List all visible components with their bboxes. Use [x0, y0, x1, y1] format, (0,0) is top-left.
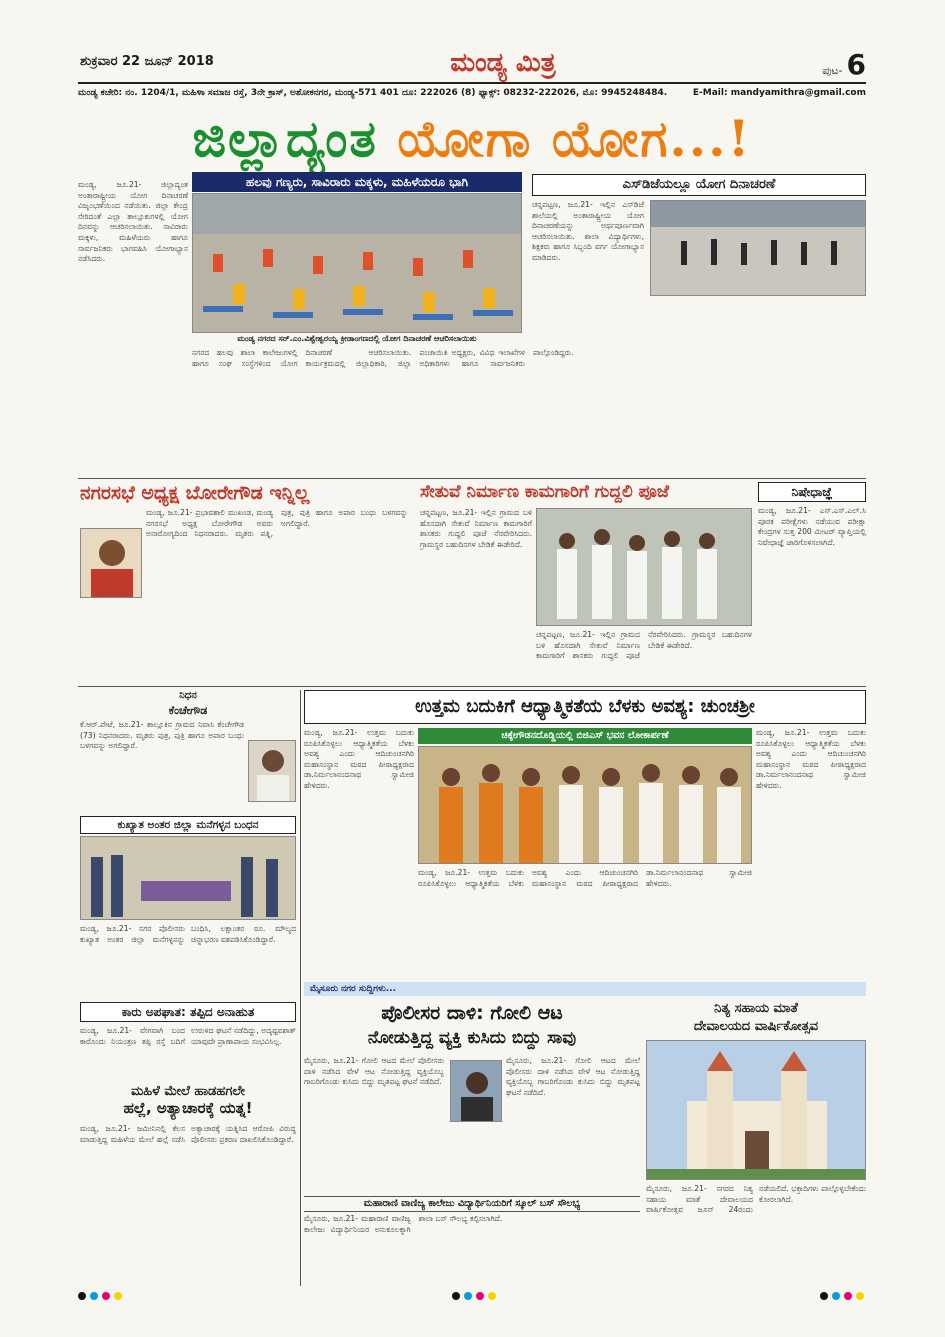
church-headline-line2: ದೇವಾಲಯದ ವಾರ್ಷಿಕೋತ್ಸವ	[693, 1019, 819, 1034]
obituary-portrait	[248, 740, 296, 802]
registration-marks-center	[452, 1292, 496, 1300]
email-text: E-Mail: mandyamithra@gmail.com	[689, 88, 866, 98]
kukhyata-headline: ಕುಖ್ಯಾತ ಅಂತರ ಜಿಲ್ಲಾ ಮನೆಗಳ್ಳನ ಬಂಧನ	[80, 816, 296, 834]
registration-marks-left	[78, 1292, 122, 1300]
chunchashree-article-right	[756, 728, 866, 980]
reg-dot-yellow-2	[488, 1292, 496, 1300]
church-headline-line1: ನಿತ್ಯ ಸಹಾಯ ಮಾತೆ	[714, 1001, 798, 1016]
reg-dot-black-2	[452, 1292, 460, 1300]
yoga-banner: ಹಲವು ಗಣ್ಯರು, ಸಾವಿರಾರು ಮಕ್ಕಳು, ಮಹಿಳೆಯರೂ ಭಾಗಿ	[192, 172, 522, 192]
nagarasabhe-article	[146, 508, 408, 684]
ceremony-illustration	[537, 509, 752, 626]
chunchashree-headline: ಉತ್ತಮ ಬದುಕಿಗೆ ಆಧ್ಯಾತ್ಮಿಕತೆಯ ಬೆಳಕು ಅವಶ್ಯ: ಚುಂಚಶ್ರೀ	[304, 690, 866, 724]
setuve-article-continued	[536, 630, 752, 684]
section-divider	[78, 478, 866, 479]
page-label: ಪುಟ-	[822, 64, 843, 77]
obituary-label: ನಿಧನ	[179, 690, 197, 701]
police-body-right: ಮೈಸೂರು, ಜೂ.21- ಗೋಲಿ ಆಟದ ಮೇಲೆ ಪೊಲೀಸರು ದಾಳಿ ನಡೆಸಿದ ವೇಳೆ ಆಟ ನೋಡುತ್ತಿದ್ದ ವ್ಯಕ್ತಿಯೊಬ್ಬ ಗಾಬರಿಗೊಂಡು ಕುಸಿದು ಬಿದ್ದು ಮೃತಪಟ್ಟ ಘಟನೆ ನಡೆದಿದೆ.	[506, 1056, 640, 1097]
headline-part1: ಜಿಲ್ಲಾದ್ಯಂತ	[192, 109, 378, 168]
section-divider-2	[78, 686, 866, 687]
church-illustration	[647, 1041, 866, 1180]
chunchashree-body-right: ಮಂಡ್ಯ, ಜೂ.21- ಉತ್ತಮ ಬದುಕು ರೂಪಿಸಿಕೊಳ್ಳಲು ಆಧ್ಯಾತ್ಮಿಕತೆಯ ಬೆಳಕು ಅವಶ್ಯ ಎಂದು ಆದಿಚುಂಚನಗಿರಿ ಮಹಾಸಂಸ್ಥಾನ ಮಠದ ಪೀಠಾಧ್ಯಕ್ಷರಾದ ಡಾ.ನಿರ್ಮಲಾನಂದನಾಥ ಸ್ವಾಮೀಜಿ ಹೇಳಿದರು.	[756, 728, 866, 790]
portrait-illustration	[81, 529, 142, 598]
setuve-body-continued: ಚನ್ನಪಟ್ಟಣ, ಜೂ.21- ಇಲ್ಲಿನ ಗ್ರಾಮದ ಬಳಿ ಹೊಸದಾಗಿ ಸೇತುವೆ ನಿರ್ಮಾಣ ಕಾಮಗಾರಿಗೆ ಶಾಸಕರು ಗುದ್ದಲಿ ಪೂಜೆ ನೆರವೇರಿಸಿದರು. ಗ್ರಾಮಸ್ಥರ ಬಹುದಿನಗಳ ಬೇಡಿಕೆ ಈಡೇರಿದೆ.	[536, 630, 752, 661]
setuve-body: ಚನ್ನಪಟ್ಟಣ, ಜೂ.21- ಇಲ್ಲಿನ ಗ್ರಾಮದ ಬಳಿ ಹೊಸದಾಗಿ ಸೇತುವೆ ನಿರ್ಮಾಣ ಕಾಮಗಾರಿಗೆ ಶಾಸಕರು ಗುದ್ದಲಿ ಪೂಜೆ ನೆರವೇರಿಸಿದರು. ಗ್ರಾಮಸ್ಥರ ಬಹುದಿನಗಳ ಬೇಡಿಕೆ ಈಡೇರಿದೆ.	[420, 508, 532, 549]
victim-portrait	[450, 1060, 502, 1122]
reg-dot-cyan	[90, 1292, 98, 1300]
police-body: ಮೈಸೂರು, ಜೂ.21- ಗೋಲಿ ಆಟದ ಮೇಲೆ ಪೊಲೀಸರು ದಾಳಿ ನಡೆಸಿದ ವೇಳೆ ಆಟ ನೋಡುತ್ತಿದ್ದ ವ್ಯಕ್ತಿಯೊಬ್ಬ ಗಾಬರಿಗೊಂಡು ಕುಸಿದು ಬಿದ್ದು ಮೃತಪಟ್ಟ ಘಟನೆ ನಡೆದಿದೆ.	[304, 1056, 444, 1087]
obituary-name: ಕೆಂಚೇಗೌಡ	[168, 704, 208, 717]
setuve-article	[420, 508, 532, 684]
reg-dot-black-3	[820, 1292, 828, 1300]
mahile-body: ಮಂಡ್ಯ, ಜೂ.21- ಜಮೀನಿನಲ್ಲಿ ಕೆಲಸ ಮಾಡುತ್ತಿದ್ದ ಮಹಿಳೆಯ ಮೇಲೆ ಹಲ್ಲೆ ನಡೆಸಿ ಅತ್ಯಾಚಾರಕ್ಕೆ ಯತ್ನಿಸಿದ ಆರೋಪಿ ವಿರುದ್ಧ ಪೊಲೀಸರು ಪ್ರಕರಣ ದಾಖಲಿಸಿಕೊಂಡಿದ್ದಾರೆ.	[80, 1124, 296, 1144]
nagarasabhe-headline: ನಗರಸಭೆ ಅಧ್ಯಕ್ಷ ಬೋರೇಗೌಡ ಇನ್ನಿಲ್ಲ	[80, 482, 310, 504]
maharani-headline: ಮಹಾರಾಣಿ ವಾಣಿಜ್ಯ ಕಾಲೇಜು ವಿದ್ಯಾರ್ಥಿನಿಯರಿಗೆ ಸ್ಕೂಲ್ ಬಸ್ ಸೌಲಭ್ಯ	[304, 1196, 640, 1212]
nagarasabhe-body: ಮಂಡ್ಯ, ಜೂ.21- ಪ್ರಭಾವಶಾಲಿ ಮುಖಂಡ, ಮಂಡ್ಯ ನಗರಸಭೆ ಅಧ್ಯಕ್ಷ ಬೋರೇಗೌಡ ಅವರು ಅನಾರೋಗ್ಯದಿಂದ ನಿಧನರಾದರು. ಮೃತರು ಪತ್ನಿ, ಪುತ್ರ, ಪುತ್ರಿ ಹಾಗೂ ಅಪಾರ ಬಂಧು ಬಳಗವನ್ನು ಅಗಲಿದ್ದಾರೆ.	[146, 508, 408, 539]
dignitaries-illustration	[419, 747, 752, 864]
nishedhajne-article	[758, 506, 866, 682]
reg-dot-yellow	[114, 1292, 122, 1300]
chunchashree-article-left	[304, 728, 414, 980]
yoga-body: ಮಂಡ್ಯ, ಜೂ.21- ಜಿಲ್ಲಾದ್ಯಂತ ಅಂತಾರಾಷ್ಟ್ರೀಯ ಯೋಗ ದಿನಾಚರಣೆ ವಿಜೃಂಭಣೆಯಿಂದ ನಡೆಯಿತು. ಜಿಲ್ಲಾ ಕೇಂದ್ರ ಸೇರಿದಂತೆ ಎಲ್ಲಾ ತಾಲ್ಲೂಕುಗಳಲ್ಲಿ ಯೋಗ ದಿನವನ್ನು ಆಚರಿಸಲಾಯಿತು. ಸಾವಿರಾರು ಮಕ್ಕಳು, ಮಹಿಳೆಯರು ಹಾಗೂ ಸಾರ್ವಜನಿಕರು ಭಾಗವಹಿಸಿ ಯೋಗಾಭ್ಯಾಸ ನಡೆಸಿದರು.	[78, 180, 188, 264]
chunchashree-article-mid	[418, 868, 752, 980]
reg-dot-cyan-2	[464, 1292, 472, 1300]
address-text: ಮಂಡ್ಯ ಕಚೇರಿ: ನಂ. 1204/1, ಮಹಿಳಾ ಸಮಾಜ ರಸ್ತೆ, 3ನೇ ಕ್ರಾಸ್, ಅಶೋಕನಗರ, ಮಂಡ್ಯ-571 401 ದೂ: 222026 (8) ಫ್ಯಾಕ್ಸ್: 08232-222026, ಮೊ: 9945248484.	[78, 88, 668, 98]
obituary-text	[80, 720, 244, 814]
registration-marks-right	[820, 1292, 864, 1300]
mysore-news-strip: ಮೈಸೂರು ನಗರ ಸುದ್ದಿಗಳು...	[304, 982, 866, 996]
masthead	[78, 48, 866, 84]
chunchashree-banner: ಚಿಕ್ಕೇಗೌಡನದೊಡ್ಡಿಯಲ್ಲಿ ಬಿಜಿಎಸ್ ಭವನ ಲೋಕಾರ್ಪಣೆ	[418, 728, 752, 744]
chunchashree-body: ಮಂಡ್ಯ, ಜೂ.21- ಉತ್ತಮ ಬದುಕು ರೂಪಿಸಿಕೊಳ್ಳಲು ಆಧ್ಯಾತ್ಮಿಕತೆಯ ಬೆಳಕು ಅವಶ್ಯ ಎಂದು ಆದಿಚುಂಚನಗಿರಿ ಮಹಾಸಂಸ್ಥಾನ ಮಠದ ಪೀಠಾಧ್ಯಕ್ಷರಾದ ಡಾ.ನಿರ್ಮಲಾನಂದನಾಥ ಸ್ವಾಮೀಜಿ ಹೇಳಿದರು.	[304, 728, 414, 790]
page-number-value: 6	[846, 48, 866, 81]
reg-dot-yellow-3	[856, 1292, 864, 1300]
mahile-article	[80, 1124, 296, 1284]
boregowda-portrait	[80, 528, 142, 598]
headline-part2: ಯೋಗಾ ಯೋಗ...!	[397, 109, 752, 168]
church-headline	[646, 1000, 866, 1036]
kukhyata-body: ಮಂಡ್ಯ, ಜೂ.21- ನಗರ ಪೊಲೀಸರು ಕುಖ್ಯಾತ ಅಂತರ ಜಿಲ್ಲಾ ಮನೆಗಳ್ಳನನ್ನು ಬಂಧಿಸಿ, ಲಕ್ಷಾಂತರ ರೂ. ಮೌಲ್ಯದ ಚಿನ್ನಾಭರಣ ವಶಪಡಿಸಿಕೊಂಡಿದ್ದಾರೆ.	[80, 924, 296, 944]
maharani-article	[304, 1214, 640, 1286]
karu-article	[80, 1026, 296, 1080]
kukhyata-photo	[80, 836, 296, 920]
page-number	[822, 48, 866, 81]
reg-dot-cyan-3	[832, 1292, 840, 1300]
arrest-illustration	[81, 837, 296, 920]
reg-dot-black	[78, 1292, 86, 1300]
bgs-bhavan-photo	[418, 746, 752, 864]
office-address	[78, 88, 866, 102]
reg-dot-magenta-3	[844, 1292, 852, 1300]
reg-dot-magenta	[102, 1292, 110, 1300]
setuve-ceremony-photo	[536, 508, 752, 626]
sdm-hall-illustration	[651, 201, 866, 296]
victim-portrait-illustration	[451, 1061, 502, 1122]
mahile-headline-line2: ಹಲ್ಲೆ, ಅತ್ಯಾಚಾರಕ್ಕೆ ಯತ್ನ!	[123, 1099, 253, 1117]
yoga-crowd-photo	[192, 193, 522, 333]
sdm-headline: ಎಸ್‌ಡಿಜೆಯಲ್ಲೂ ಯೋಗ ದಿನಾಚರಣೆ	[532, 174, 866, 196]
issue-date: ಶುಕ್ರವಾರ 22 ಜೂನ್ 2018	[80, 54, 214, 69]
church-body: ಮೈಸೂರು, ಜೂ.21- ನಗರದ ನಿತ್ಯ ಸಹಾಯ ಮಾತೆ ದೇವಾಲಯದ ವಾರ್ಷಿಕೋತ್ಸವ ಜೂನ್ 24ರಂದು ನಡೆಯಲಿದೆ. ಭಕ್ತಾದಿಗಳು ಪಾಲ್ಗೊಳ್ಳಬೇಕೆಂದು ಕೋರಲಾಗಿದೆ.	[646, 1184, 866, 1215]
sdm-body: ಚನ್ನಪಟ್ಟಣ, ಜೂ.21- ಇಲ್ಲಿನ ಎಸ್‌ಡಿಜೆ ಶಾಲೆಯಲ್ಲಿ ಅಂತಾರಾಷ್ಟ್ರೀಯ ಯೋಗ ದಿನಾಚರಣೆಯನ್ನು ಅರ್ಥಪೂರ್ಣವಾಗಿ ಆಚರಿಸಲಾಯಿತು. ಶಾಲಾ ವಿದ್ಯಾರ್ಥಿಗಳು, ಶಿಕ್ಷಕರು ಹಾಗೂ ಸಿಬ್ಬಂದಿ ವರ್ಗ ಯೋಗಾಭ್ಯಾಸ ಮಾಡಿದರು.	[532, 200, 644, 262]
police-headline	[304, 1000, 640, 1050]
nishedhajne-headline: ನಿಷೇಧಾಜ್ಞೆ	[758, 482, 866, 502]
newspaper-title: ಮಂಡ್ಯ ಮಿತ್ರ	[450, 48, 556, 78]
sdm-article	[532, 200, 644, 300]
setuve-headline: ಸೇತುವೆ ನಿರ್ಮಾಣ ಕಾಮಗಾರಿಗೆ ಗುದ್ದಲಿ ಪೂಜೆ	[420, 482, 670, 502]
main-headline	[78, 104, 866, 174]
police-article-left	[304, 1056, 444, 1192]
police-headline-line2: ನೋಡುತ್ತಿದ್ದ ವ್ಯಕ್ತಿ ಕುಸಿದು ಬಿದ್ದು ಸಾವು	[367, 1028, 577, 1048]
sdm-yoga-photo	[650, 200, 866, 296]
mahile-headline-line1: ಮಹಿಳೆ ಮೇಲೆ ಹಾಡಹಗಲೇ	[130, 1084, 246, 1099]
yoga-more-body: ನಗರದ ಹಲವು ಶಾಲಾ ಕಾಲೇಜುಗಳಲ್ಲಿ ಹಾಗೂ ಸಂಘ ಸಂಸ್ಥೆಗಳಿಂದ ಯೋಗ ದಿನಾಚರಣೆ ಆಚರಿಸಲಾಯಿತು. ಕಾರ್ಯಕ್ರಮದಲ್ಲಿ ಜಿಲ್ಲಾಧಿಕಾರಿ, ಜಿಲ್ಲಾ ಪಂಚಾಯಿತಿ ಅಧ್ಯಕ್ಷರು, ವಿವಿಧ ಇಲಾಖೆಗಳ ಅಧಿಕಾರಿಗಳು ಹಾಗೂ ಸಾರ್ವಜನಿಕರು ಪಾಲ್ಗೊಂಡಿದ್ದರು.	[192, 348, 574, 368]
chunchashree-body-mid: ಮಂಡ್ಯ, ಜೂ.21- ಉತ್ತಮ ಬದುಕು ರೂಪಿಸಿಕೊಳ್ಳಲು ಆಧ್ಯಾತ್ಮಿಕತೆಯ ಬೆಳಕು ಅವಶ್ಯ ಎಂದು ಆದಿಚುಂಚನಗಿರಿ ಮಹಾಸಂಸ್ಥಾನ ಮಠದ ಪೀಠಾಧ್ಯಕ್ಷರಾದ ಡಾ.ನಿರ್ಮಲಾನಂದನಾಥ ಸ್ವಾಮೀಜಿ ಹೇಳಿದರು.	[418, 868, 752, 888]
yoga-article-left	[78, 180, 188, 476]
police-headline-line1: ಪೊಲೀಸರ ದಾಳಿ: ಗೋಲಿ ಆಟ	[381, 1002, 563, 1024]
nishedhajne-body: ಮಂಡ್ಯ, ಜೂ.21- ಎಸ್‌.ಎಸ್‌.ಎಲ್‌.ಸಿ ಪೂರಕ ಪರೀಕ್ಷೆಗಳು ನಡೆಯುವ ಪರೀಕ್ಷಾ ಕೇಂದ್ರಗಳ ಸುತ್ತ 200 ಮೀಟರ್ ವ್ಯಾಪ್ತಿಯಲ್ಲಿ ನಿಷೇಧಾಜ್ಞೆ ಜಾರಿಗೊಳಿಸಲಾಗಿದೆ.	[758, 506, 866, 547]
church-photo	[646, 1040, 866, 1180]
obituary-body: ಕೆ.ಆರ್.ಪೇಟೆ, ಜೂ.21- ತಾಲ್ಲೂಕಿನ ಗ್ರಾಮದ ನಿವಾಸಿ ಕೆಂಚೇಗೌಡ (73) ನಿಧನರಾದರು. ಮೃತರು ಪುತ್ರ, ಪುತ್ರಿ ಹಾಗೂ ಅಪಾರ ಬಂಧು ಬಳಗವನ್ನು ಅಗಲಿದ್ದಾರೆ.	[80, 720, 244, 751]
karu-headline: ಕಾರು ಅಪಘಾತ: ತಪ್ಪಿದ ಅನಾಹುತ	[80, 1002, 296, 1022]
church-article	[646, 1184, 866, 1286]
karu-body: ಮಂಡ್ಯ, ಜೂ.21- ವೇಗವಾಗಿ ಬಂದ ಕಾರೊಂದು ನಿಯಂತ್ರಣ ತಪ್ಪಿ ರಸ್ತೆ ಬದಿಗೆ ಉರುಳಿದ ಘಟನೆ ನಡೆದಿದ್ದು, ಅದೃಷ್ಟವಶಾತ್ ಯಾವುದೇ ಪ್ರಾಣಾಪಾಯ ಸಂಭವಿಸಿಲ್ಲ.	[80, 1026, 296, 1046]
obituary-portrait-illustration	[249, 741, 296, 802]
mahile-headline	[80, 1084, 296, 1117]
reg-dot-magenta-2	[476, 1292, 484, 1300]
column-rule	[300, 690, 301, 1286]
maharani-body: ಮೈಸೂರು, ಜೂ.21- ಮಹಾರಾಣಿ ವಾಣಿಜ್ಯ ಕಾಲೇಜು ವಿದ್ಯಾರ್ಥಿನಿಯರ ಅನುಕೂಲಕ್ಕಾಗಿ ಶಾಲಾ ಬಸ್ ಸೌಲಭ್ಯ ಕಲ್ಪಿಸಲಾಗಿದೆ.	[304, 1214, 503, 1234]
yoga-article-continued	[192, 348, 866, 476]
kukhyata-article	[80, 924, 296, 1000]
yoga-crowd-illustration	[193, 194, 522, 333]
yoga-photo-caption: ಮಂಡ್ಯ ನಗರದ ಸರ್.ಎಂ.ವಿಶ್ವೇಶ್ವರಯ್ಯ ಕ್ರೀಡಾಂಗಣದಲ್ಲಿ ಯೋಗ ದಿನಾಚರಣೆ ಆಚರಿಸಲಾಯಿತು	[237, 334, 477, 343]
police-article-right	[506, 1056, 640, 1192]
